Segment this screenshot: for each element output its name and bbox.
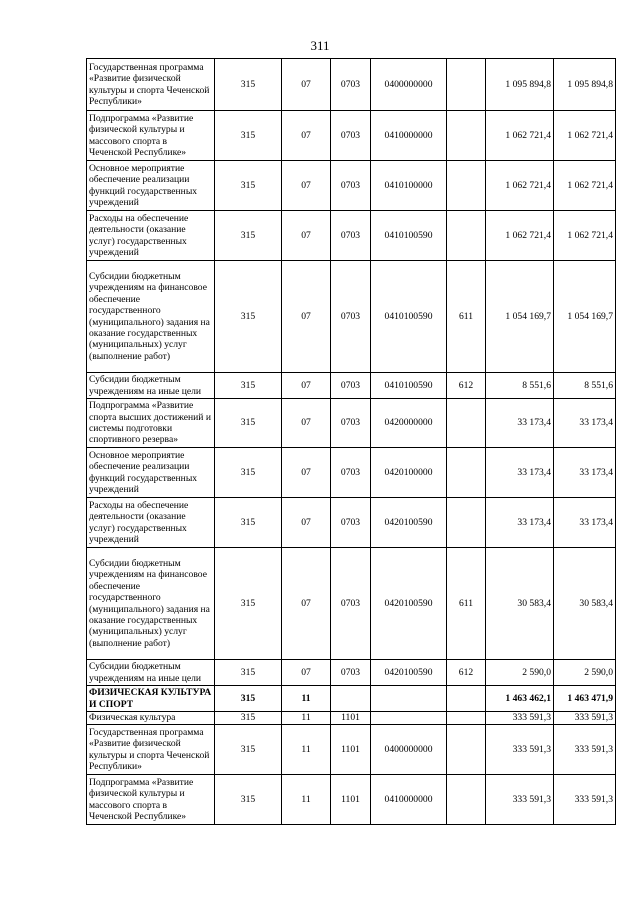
row-razdel: 07 [282, 399, 331, 448]
row-csr: 0420100000 [371, 448, 447, 498]
table-row [87, 373, 616, 399]
row-name: Физическая культура [87, 712, 215, 725]
row-sum-1: 33 173,4 [486, 498, 554, 548]
row-glava: 315 [215, 686, 282, 712]
row-vr [447, 498, 486, 548]
row-csr [371, 712, 447, 725]
row-razdel: 07 [282, 161, 331, 211]
row-csr: 0400000000 [371, 725, 447, 775]
row-csr: 0410100590 [371, 373, 447, 399]
row-name: Государственная программа «Развитие физической культуры и спорта Чеченской Республики» [87, 59, 215, 111]
row-glava: 315 [215, 59, 282, 111]
row-vr [447, 211, 486, 261]
row-razdel: 07 [282, 261, 331, 373]
row-razdel: 07 [282, 548, 331, 660]
row-glava: 315 [215, 712, 282, 725]
row-podrazdel: 0703 [331, 660, 371, 686]
row-vr [447, 448, 486, 498]
row-csr: 0410000000 [371, 775, 447, 825]
row-podrazdel: 0703 [331, 161, 371, 211]
row-vr: 612 [447, 373, 486, 399]
row-glava: 315 [215, 725, 282, 775]
row-name: Основное мероприятие обеспечение реализации функций государственных учреждений [87, 448, 215, 498]
row-sum-2: 1 062 721,4 [554, 111, 616, 161]
row-razdel: 11 [282, 712, 331, 725]
row-glava: 315 [215, 448, 282, 498]
row-razdel: 11 [282, 686, 331, 712]
table-row [87, 111, 616, 161]
row-vr [447, 686, 486, 712]
row-name: Субсидии бюджетным учреждениям на финансовое обеспечение государственного (муниципального) задания на оказание государственных (муниципальных) услуг (выполнение работ) [87, 261, 215, 373]
row-razdel: 11 [282, 725, 331, 775]
row-name: Субсидии бюджетным учреждениям на финансовое обеспечение государственного (муниципального) задания на оказание государственных (муниципальных) услуг (выполнение работ) [87, 548, 215, 660]
row-glava: 315 [215, 261, 282, 373]
row-podrazdel: 0703 [331, 448, 371, 498]
row-glava: 315 [215, 660, 282, 686]
row-sum-2: 333 591,3 [554, 725, 616, 775]
row-sum-2: 1 062 721,4 [554, 211, 616, 261]
row-podrazdel: 0703 [331, 498, 371, 548]
row-glava: 315 [215, 399, 282, 448]
row-razdel: 07 [282, 373, 331, 399]
row-csr: 0410100000 [371, 161, 447, 211]
table-row [87, 211, 616, 261]
row-csr: 0420100590 [371, 660, 447, 686]
row-vr [447, 111, 486, 161]
table-row [87, 686, 616, 712]
row-sum-1: 8 551,6 [486, 373, 554, 399]
row-sum-2: 1 095 894,8 [554, 59, 616, 111]
row-vr [447, 712, 486, 725]
row-vr: 611 [447, 261, 486, 373]
row-name: Расходы на обеспечение деятельности (оказание услуг) государственных учреждений [87, 211, 215, 261]
table-row [87, 59, 616, 111]
row-razdel: 11 [282, 775, 331, 825]
budget-table-body [87, 59, 616, 825]
row-sum-2: 33 173,4 [554, 399, 616, 448]
row-razdel: 07 [282, 448, 331, 498]
table-row [87, 660, 616, 686]
row-podrazdel: 0703 [331, 399, 371, 448]
table-row [87, 498, 616, 548]
row-razdel: 07 [282, 211, 331, 261]
row-name: Государственная программа «Развитие физической культуры и спорта Чеченской Республики» [87, 725, 215, 775]
row-csr: 0410100590 [371, 261, 447, 373]
row-csr: 0400000000 [371, 59, 447, 111]
row-sum-1: 1 054 169,7 [486, 261, 554, 373]
row-podrazdel: 1101 [331, 775, 371, 825]
table-row [87, 161, 616, 211]
row-sum-1: 1 463 462,1 [486, 686, 554, 712]
row-sum-1: 30 583,4 [486, 548, 554, 660]
row-sum-1: 333 591,3 [486, 775, 554, 825]
row-sum-2: 30 583,4 [554, 548, 616, 660]
row-name: Подпрограмма «Развитие физической культуры и массового спорта в Чеченской Республике» [87, 111, 215, 161]
row-sum-1: 1 062 721,4 [486, 211, 554, 261]
budget-table [86, 58, 616, 825]
row-razdel: 07 [282, 111, 331, 161]
row-name: Расходы на обеспечение деятельности (оказание услуг) государственных учреждений [87, 498, 215, 548]
row-sum-1: 1 095 894,8 [486, 59, 554, 111]
row-csr: 0420000000 [371, 399, 447, 448]
table-row [87, 725, 616, 775]
row-podrazdel: 0703 [331, 211, 371, 261]
table-row [87, 712, 616, 725]
row-sum-2: 1 463 471,9 [554, 686, 616, 712]
row-vr [447, 775, 486, 825]
page-number: 311 [310, 38, 330, 53]
row-razdel: 07 [282, 59, 331, 111]
row-vr [447, 59, 486, 111]
row-vr [447, 161, 486, 211]
row-sum-1: 333 591,3 [486, 725, 554, 775]
row-sum-2: 1 062 721,4 [554, 161, 616, 211]
row-csr [371, 686, 447, 712]
row-name: Подпрограмма «Развитие спорта высших достижений и системы подготовки спортивного резерва» [87, 399, 215, 448]
row-podrazdel: 0703 [331, 111, 371, 161]
row-podrazdel: 0703 [331, 548, 371, 660]
row-sum-2: 33 173,4 [554, 498, 616, 548]
row-glava: 315 [215, 775, 282, 825]
row-sum-2: 1 054 169,7 [554, 261, 616, 373]
row-sum-1: 33 173,4 [486, 399, 554, 448]
row-sum-2: 8 551,6 [554, 373, 616, 399]
row-name: Субсидии бюджетным учреждениям на иные цели [87, 373, 215, 399]
row-sum-1: 2 590,0 [486, 660, 554, 686]
row-podrazdel: 0703 [331, 373, 371, 399]
row-sum-1: 1 062 721,4 [486, 161, 554, 211]
row-podrazdel [331, 686, 371, 712]
row-glava: 315 [215, 373, 282, 399]
row-csr: 0410100590 [371, 211, 447, 261]
row-name: ФИЗИЧЕСКАЯ КУЛЬТУРА И СПОРТ [87, 686, 215, 712]
row-sum-1: 1 062 721,4 [486, 111, 554, 161]
table-row [87, 775, 616, 825]
table-row [87, 399, 616, 448]
table-row [87, 261, 616, 373]
row-name: Подпрограмма «Развитие физической культуры и массового спорта в Чеченской Республике» [87, 775, 215, 825]
row-csr: 0420100590 [371, 498, 447, 548]
row-vr: 612 [447, 660, 486, 686]
row-glava: 315 [215, 111, 282, 161]
row-name: Субсидии бюджетным учреждениям на иные цели [87, 660, 215, 686]
row-vr: 611 [447, 548, 486, 660]
row-vr [447, 399, 486, 448]
row-razdel: 07 [282, 498, 331, 548]
row-csr: 0410000000 [371, 111, 447, 161]
table-row [87, 448, 616, 498]
row-glava: 315 [215, 211, 282, 261]
row-csr: 0420100590 [371, 548, 447, 660]
row-podrazdel: 1101 [331, 725, 371, 775]
row-glava: 315 [215, 548, 282, 660]
row-sum-2: 33 173,4 [554, 448, 616, 498]
row-sum-1: 33 173,4 [486, 448, 554, 498]
row-razdel: 07 [282, 660, 331, 686]
table-row [87, 548, 616, 660]
row-podrazdel: 0703 [331, 59, 371, 111]
row-sum-2: 333 591,3 [554, 712, 616, 725]
row-sum-2: 2 590,0 [554, 660, 616, 686]
row-vr [447, 725, 486, 775]
row-glava: 315 [215, 161, 282, 211]
row-podrazdel: 1101 [331, 712, 371, 725]
row-sum-1: 333 591,3 [486, 712, 554, 725]
row-glava: 315 [215, 498, 282, 548]
row-name: Основное мероприятие обеспечение реализации функций государственных учреждений [87, 161, 215, 211]
row-podrazdel: 0703 [331, 261, 371, 373]
row-sum-2: 333 591,3 [554, 775, 616, 825]
